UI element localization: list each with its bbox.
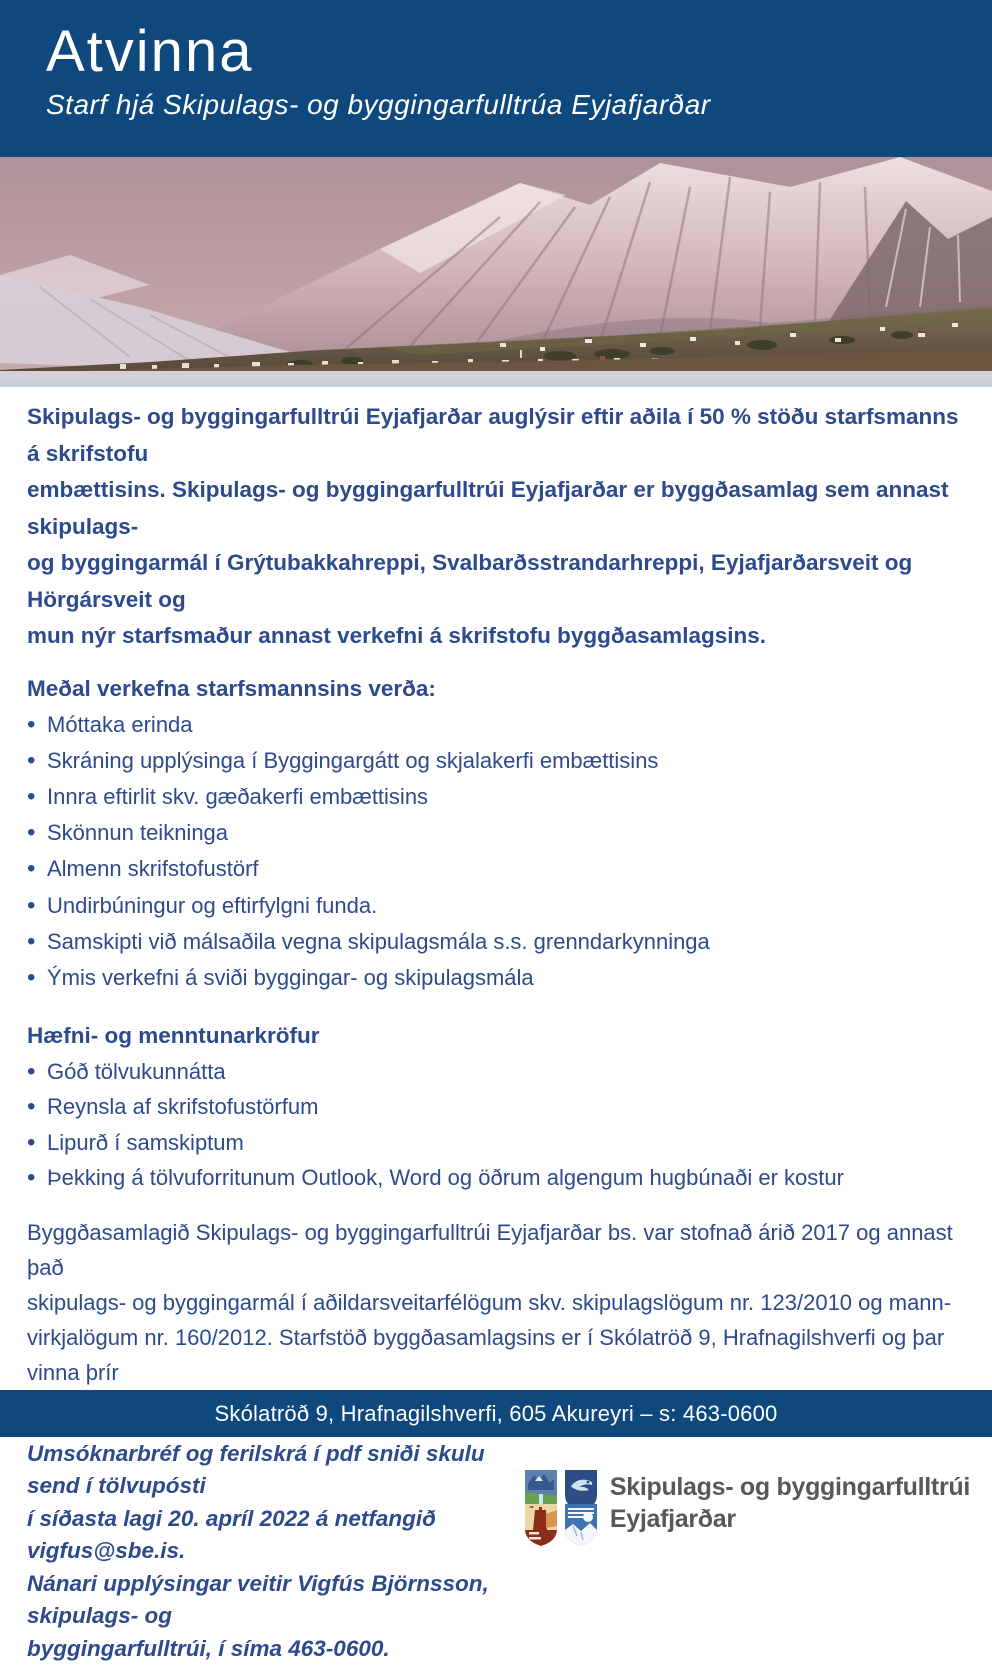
advert-body <box>0 387 992 1425</box>
about-line: virkjalögum nr. 160/2012. Starfstöð byggðasamlagsins er í Skólatröð 9, Hrafnagilshverfi og þar vinna þrír <box>27 1324 945 1385</box>
application-paragraph <box>27 1438 525 1665</box>
requirements-section-heading: Hæfni- og menntunarkröfur <box>27 1023 320 1049</box>
footer-address: Skólatröð 9, Hrafnagilshverfi, 605 Akureyri – s: 463-0600 <box>214 1400 778 1426</box>
intro-line: embættisins. Skipulags- og byggingarfulltrúi Eyjafjarðar er byggðasamlag sem annast skipulags- <box>27 477 949 539</box>
tasks-list <box>27 707 965 997</box>
requirement-item: • Reynsla af skrifstofustörfum <box>27 1089 965 1124</box>
header-banner <box>0 0 992 157</box>
apply-row <box>0 1438 992 1665</box>
intro-line: og byggingarmál í Grýtubakkahreppi, Svalbarðsstrandarhreppi, Eyjafjarðarsveit og Hörgársveit og <box>27 550 913 612</box>
requirement-item: • Góð tölvukunnátta <box>27 1054 965 1089</box>
task-item: • Skráning upplýsinga í Byggingargátt og skjalakerfi embættisins <box>27 743 965 779</box>
organisation-logo <box>525 1470 970 1546</box>
about-line: skipulags- og byggingarmál í aðildarsveitarfélögum skv. skipulagslögum nr. 123/2010 og mann- <box>27 1289 952 1315</box>
footer-bar <box>0 1390 992 1437</box>
organisation-name <box>610 1471 970 1535</box>
apply-line: í síðasta lagi 20. apríl 2022 á netfangið vigfus@sbe.is. <box>27 1505 436 1564</box>
page-subtitle: Starf hjá Skipulags- og byggingarfulltrúa Eyjafjarðar <box>46 89 711 120</box>
task-item: • Skönnun teikninga <box>27 815 965 851</box>
organisation-name-line1: Skipulags- og byggingarfulltrúi <box>609 1472 970 1501</box>
organisation-name-line2: Eyjafjarðar <box>609 1504 736 1533</box>
apply-line: Nánari upplýsingar veitir Vigfús Björnsson, skipulags- og <box>27 1570 489 1629</box>
task-item: • Samskipti við málsaðila vegna skipulagsmála s.s. grenndarkynninga <box>27 924 965 960</box>
tasks-section-heading: Meðal verkefna starfsmannsins verða: <box>27 675 436 701</box>
requirement-item: • Þekking á tölvuforritunum Outlook, Word og öðrum algengum hugbúnaði er kostur <box>27 1160 965 1195</box>
task-item: • Innra eftirlit skv. gæðakerfi embættisins <box>27 779 965 815</box>
hero-photo <box>0 157 992 387</box>
about-line: Byggðasamlagið Skipulags- og byggingarfulltrúi Eyjafjarðar bs. var stofnað árið 2017 og annast það <box>27 1219 953 1280</box>
task-item: • Undirbúningur og eftirfylgni funda. <box>27 888 965 924</box>
page-title: Atvinna <box>46 19 254 84</box>
intro-paragraph <box>27 399 965 655</box>
municipal-shields-icon <box>525 1470 597 1546</box>
requirements-list <box>27 1054 965 1195</box>
apply-line: byggingarfulltrúi, í síma 463-0600. <box>27 1635 390 1661</box>
intro-line: Skipulags- og byggingarfulltrúi Eyjafjarðar auglýsir eftir aðila í 50 % stöðu starfsmanns á skrifstofu <box>27 404 959 466</box>
task-item: • Ýmis verkefni á sviði byggingar- og skipulagsmála <box>27 960 965 996</box>
task-item: • Almenn skrifstofustörf <box>27 851 965 887</box>
requirement-item: • Lipurð í samskiptum <box>27 1125 965 1160</box>
mountain-landscape-image <box>0 157 992 387</box>
intro-line: mun nýr starfsmaður annast verkefni á skrifstofu byggðasamlagsins. <box>27 623 766 648</box>
task-item: • Móttaka erinda <box>27 707 965 743</box>
apply-line: Umsóknarbréf og ferilskrá í pdf sniði skulu send í tölvupósti <box>27 1440 485 1499</box>
